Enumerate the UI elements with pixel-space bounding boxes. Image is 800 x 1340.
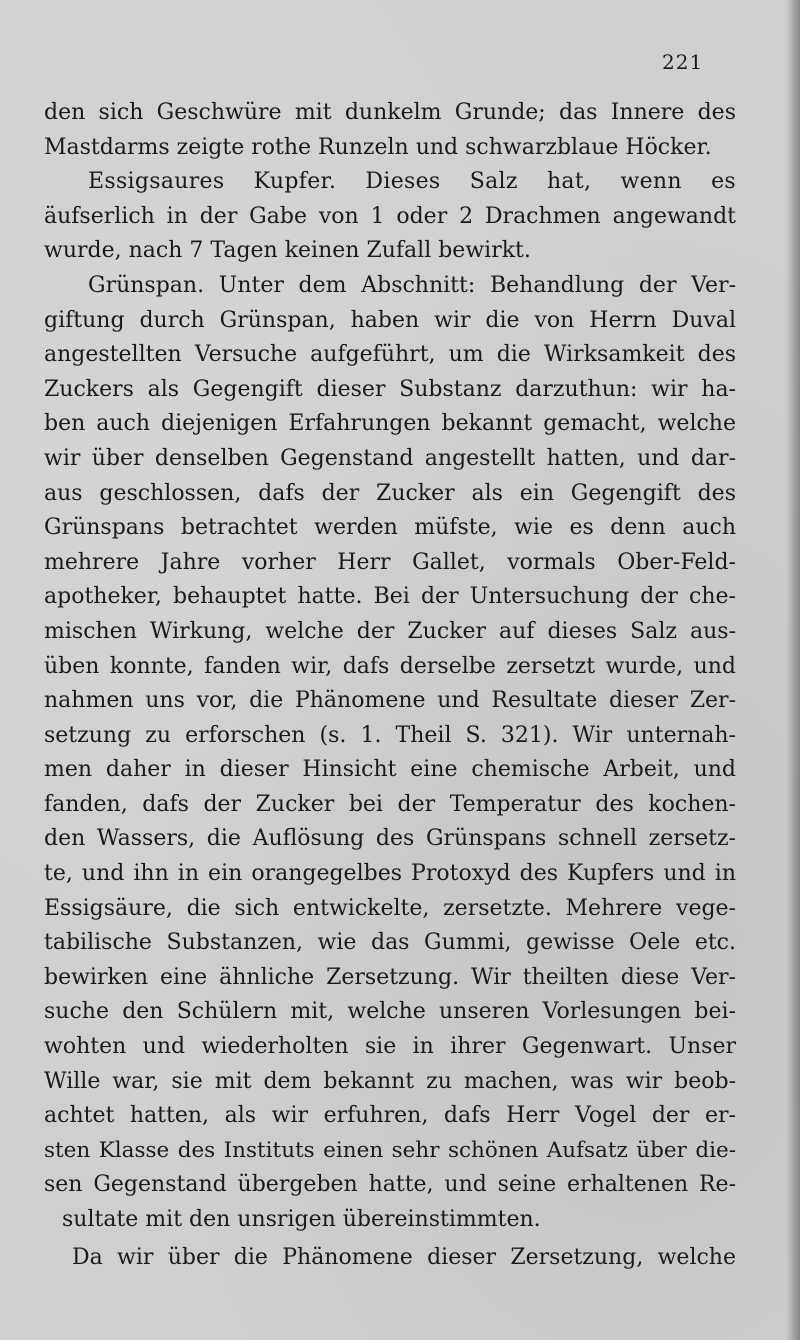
text-line: wurde, nach 7 Tagen keinen Zufall bewirkt. xyxy=(44,238,531,264)
text-line: sten Klasse des Instituts einen sehr schönen Aufsatz über die- xyxy=(44,1137,736,1163)
text-line: te, und ihn in ein orangegelbes Protoxyd des Kupfers und in xyxy=(44,861,736,887)
text-line: üben konnte, fanden wir, dafs derselbe zersetzt wurde, und xyxy=(44,653,736,679)
text-line: den Wassers, die Auflösung des Grünspans schnell zersetz- xyxy=(44,826,736,852)
text-line: wir über denselben Gegenstand angestellt hatten, und dar- xyxy=(44,445,736,471)
text-line: aus geschlossen, dafs der Zucker als ein Gegengift des xyxy=(44,480,736,506)
body-text xyxy=(44,96,736,1275)
text-line: äufserlich in der Gabe von 1 oder 2 Drachmen angewandt xyxy=(44,203,736,229)
text-line: mehrere Jahre vorher Herr Gallet, vormals Ober-Feld- xyxy=(44,549,736,575)
text-line: suche den Schülern mit, welche unseren Vorlesungen bei- xyxy=(44,999,736,1025)
text-line: Grünspan. Unter dem Abschnitt: Behandlung der Ver- xyxy=(88,272,736,298)
text-line: fanden, dafs der Zucker bei der Temperatur des kochen- xyxy=(44,791,736,817)
text-line: achtet hatten, als wir erfuhren, dafs Herr Vogel der er- xyxy=(44,1103,736,1129)
text-line: Grünspans betrachtet werden müfste, wie es denn auch xyxy=(44,515,736,541)
text-line: apotheker, behauptet hatte. Bei der Untersuchung der che- xyxy=(44,584,736,610)
text-line: den sich Geschwüre mit dunkelm Grunde; das Innere des xyxy=(44,100,736,125)
text-line: men daher in dieser Hinsicht eine chemische Arbeit, und xyxy=(44,757,736,783)
text-line: Essigsaures Kupfer. Dieses Salz hat, wenn es xyxy=(88,169,736,195)
text-line: Essigsäure, die sich entwickelte, zersetzte. Mehrere vege- xyxy=(44,895,736,921)
text-line: tabilische Substanzen, wie das Gummi, gewisse Oele etc. xyxy=(44,930,736,956)
text-line: angestellten Versuche aufgeführt, um die Wirksamkeit des xyxy=(44,342,736,368)
text-line: Da wir über die Phänomene dieser Zersetzung, welche xyxy=(72,1244,736,1270)
text-line: Mastdarms zeigte rothe Runzeln und schwarzblaue Höcker. xyxy=(44,134,712,160)
page-number: 221 xyxy=(662,50,704,74)
text-line: wohten und wiederholten sie in ihrer Gegenwart. Unser xyxy=(44,1034,736,1060)
text-line: sultate mit den unsrigen übereinstimmten. xyxy=(62,1207,541,1232)
text-line: sen Gegenstand übergeben hatte, und seine erhaltenen Re- xyxy=(44,1172,736,1198)
text-line: mischen Wirkung, welche der Zucker auf dieses Salz aus- xyxy=(44,618,736,644)
text-line: Zuckers als Gegengift dieser Substanz darzuthun: wir ha- xyxy=(44,376,736,402)
text-line: nahmen uns vor, die Phänomene und Resultate dieser Zer- xyxy=(44,688,736,714)
page-edge-shadow xyxy=(786,0,800,1340)
text-line: Wille war, sie mit dem bekannt zu machen, was wir beob- xyxy=(44,1068,736,1094)
text-line: giftung durch Grünspan, haben wir die von Herrn Duval xyxy=(44,307,736,333)
text-line: setzung zu erforschen (s. 1. Theil S. 321). Wir unternah- xyxy=(44,722,736,748)
text-line: ben auch diejenigen Erfahrungen bekannt gemacht, welche xyxy=(44,411,736,437)
text-line: bewirken eine ähnliche Zersetzung. Wir theilten diese Ver- xyxy=(44,964,736,990)
